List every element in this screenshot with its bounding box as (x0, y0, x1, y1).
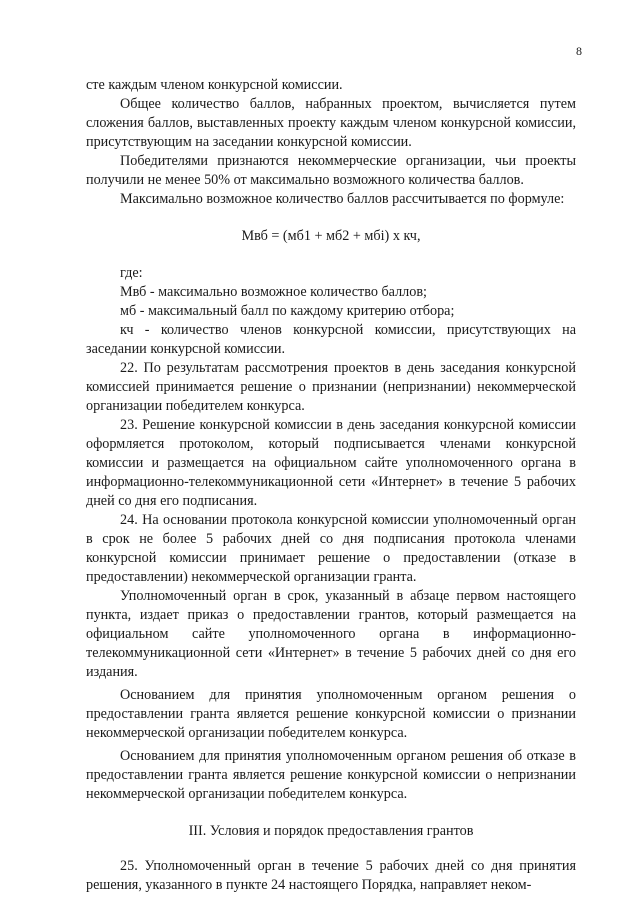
paragraph-item-22: 22. По результатам рассмотрения проектов в день заседания конкурсной комиссией принимается решение о признании (непризнании) некоммерческой организации победителем конкурса. (86, 360, 576, 414)
paragraph-item-24: 24. На основании протокола конкурсной комиссии уполномоченный орган в срок не более 5 рабочих дней со дня подписания протокола членами конкурсной комиссии принимает решение о предоставлении (отказе в предоставлении) некоммерческой организации гранта. (86, 512, 576, 585)
formula-def-kch: кч - количество членов конкурсной комиссии, присутствующих на заседании конкурсной комиссии. (86, 322, 576, 357)
paragraph-item-25: 25. Уполномоченный орган в течение 5 рабочих дней со дня принятия решения, указанного в пункте 24 настоящего Порядка, направляет неком- (86, 858, 576, 893)
formula: Мвб = (мб1 + мб2 + мбi) х кч, (241, 228, 421, 244)
paragraph-continuation: сте каждым членом конкурсной комиссии. (86, 77, 343, 93)
section-heading-iii: III. Условия и порядок предоставления грантов (188, 823, 474, 839)
formula-def-mvb: Мвб - максимально возможное количество баллов; (120, 284, 427, 300)
page-number: 8 (576, 44, 582, 58)
paragraph-grant-basis: Основанием для принятия уполномоченным органом решения о предоставлении гранта является решение конкурсной комиссии о признании некоммерческой организации победителем конкурса. (86, 687, 576, 741)
formula-def-mb: мб - максимальный балл по каждому критерию отбора; (120, 303, 455, 319)
formula-where: где: (120, 265, 143, 281)
paragraph-formula-intro: Максимально возможное количество баллов рассчитывается по формуле: (120, 191, 565, 207)
paragraph-order-publication: Уполномоченный орган в срок, указанный в абзаце первом настоящего пункта, издает приказ о предоставлении грантов, который размещается на официальном сайте уполномоченного органа в информационно-телекоммуникационной сети «Интернет» в течение 5 рабочих дней со дня его издания. (86, 588, 576, 680)
paragraph-refusal-basis: Основанием для принятия уполномоченным органом решения об отказе в предоставлении гранта является решение конкурсной комиссии о непризнании некоммерческой организации победителем конкурса. (86, 748, 576, 802)
paragraph-item-23: 23. Решение конкурсной комиссии в день заседания конкурсной комиссии оформляется протоколом, который подписывается членами конкурсной комиссии и размещается на официальном сайте уполномоченного органа в информационно-телекоммуникационной сети «Интернет» в течение 5 рабочих дней со дня его подписания. (86, 417, 576, 509)
paragraph-winners: Победителями признаются некоммерческие организации, чьи проекты получили не менее 50% от максимально возможного количества баллов. (86, 153, 576, 188)
document-body (86, 76, 576, 895)
paragraph-total-score: Общее количество баллов, набранных проектом, вычисляется путем сложения баллов, выставленных проекту каждым членом конкурсной комиссии, присутствующим на заседании конкурсной комиссии. (86, 96, 576, 150)
